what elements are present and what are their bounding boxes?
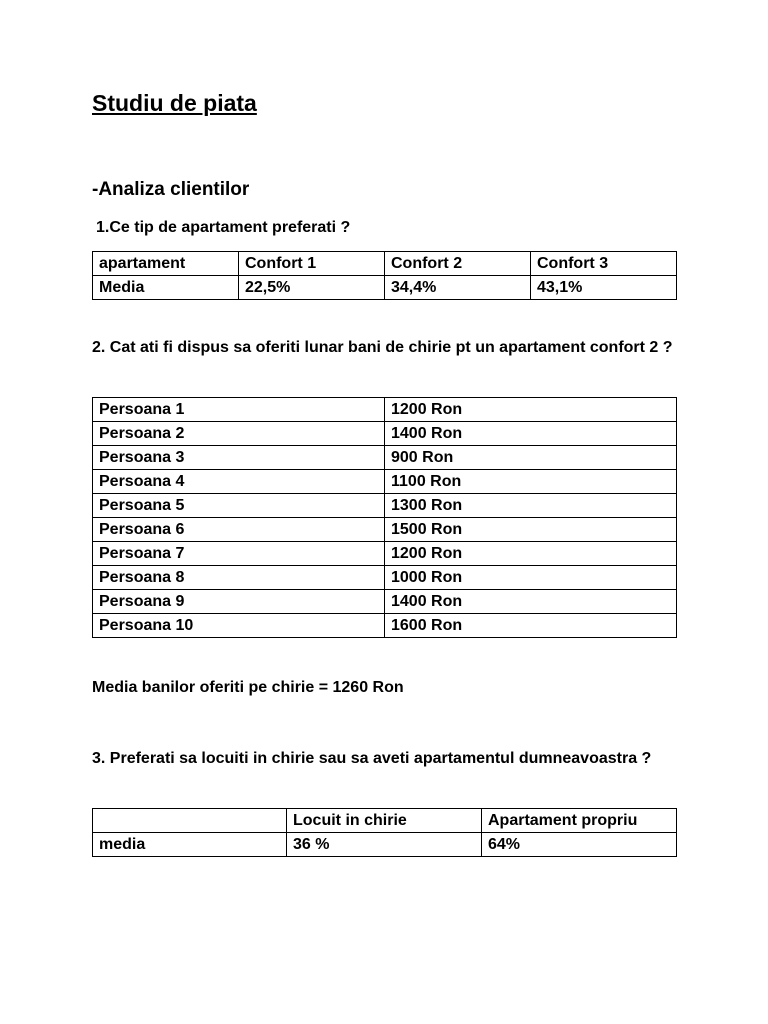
amount-cell: 1300 Ron: [385, 494, 677, 518]
table-row: [93, 276, 677, 300]
apartment-type-table: [92, 251, 677, 300]
rent-average-summary: Media banilor oferiti pe chirie = 1260 Ron: [92, 679, 404, 696]
table-row: [93, 833, 677, 857]
amount-cell: 1200 Ron: [385, 398, 677, 422]
table-cell: Confort 1: [239, 252, 385, 276]
housing-preference-table: [92, 808, 677, 857]
table-row: [93, 494, 677, 518]
table-cell: Confort 3: [531, 252, 677, 276]
table-row: [93, 398, 677, 422]
amount-cell: 1200 Ron: [385, 542, 677, 566]
amount-cell: 1600 Ron: [385, 614, 677, 638]
amount-cell: 1500 Ron: [385, 518, 677, 542]
table-row: [93, 590, 677, 614]
person-cell: Persoana 3: [93, 446, 385, 470]
person-cell: Persoana 5: [93, 494, 385, 518]
person-cell: Persoana 4: [93, 470, 385, 494]
table-cell: Locuit in chirie: [287, 809, 482, 833]
table-row: [93, 542, 677, 566]
table-cell: media: [93, 833, 287, 857]
table-cell: 34,4%: [385, 276, 531, 300]
table-cell: Media: [93, 276, 239, 300]
question-1: 1.Ce tip de apartament preferati ?: [96, 219, 351, 236]
table-row: [93, 614, 677, 638]
question-2: 2. Cat ati fi dispus sa oferiti lunar bani de chirie pt un apartament confort 2 ?: [92, 339, 673, 356]
table-header-row: [93, 252, 677, 276]
table-cell: 22,5%: [239, 276, 385, 300]
table-cell: 64%: [482, 833, 677, 857]
amount-cell: 1100 Ron: [385, 470, 677, 494]
amount-cell: 900 Ron: [385, 446, 677, 470]
table-cell: Apartament propriu: [482, 809, 677, 833]
person-cell: Persoana 6: [93, 518, 385, 542]
section-heading: -Analiza clientilor: [92, 179, 250, 200]
table-cell: [93, 809, 287, 833]
table-row: [93, 518, 677, 542]
table-row: [93, 566, 677, 590]
table-row: [93, 446, 677, 470]
amount-cell: 1400 Ron: [385, 590, 677, 614]
question-3: 3. Preferati sa locuiti in chirie sau sa aveti apartamentul dumneavoastra ?: [92, 750, 652, 767]
person-cell: Persoana 2: [93, 422, 385, 446]
person-cell: Persoana 1: [93, 398, 385, 422]
amount-cell: 1400 Ron: [385, 422, 677, 446]
table-cell: 36 %: [287, 833, 482, 857]
person-cell: Persoana 9: [93, 590, 385, 614]
page-title: Studiu de piata: [92, 90, 257, 116]
table-cell: 43,1%: [531, 276, 677, 300]
table-row: [93, 470, 677, 494]
person-cell: Persoana 7: [93, 542, 385, 566]
table-cell: apartament: [93, 252, 239, 276]
table-row: [93, 422, 677, 446]
table-header-row: [93, 809, 677, 833]
rent-offers-table: [92, 397, 677, 638]
person-cell: Persoana 8: [93, 566, 385, 590]
amount-cell: 1000 Ron: [385, 566, 677, 590]
table-cell: Confort 2: [385, 252, 531, 276]
person-cell: Persoana 10: [93, 614, 385, 638]
